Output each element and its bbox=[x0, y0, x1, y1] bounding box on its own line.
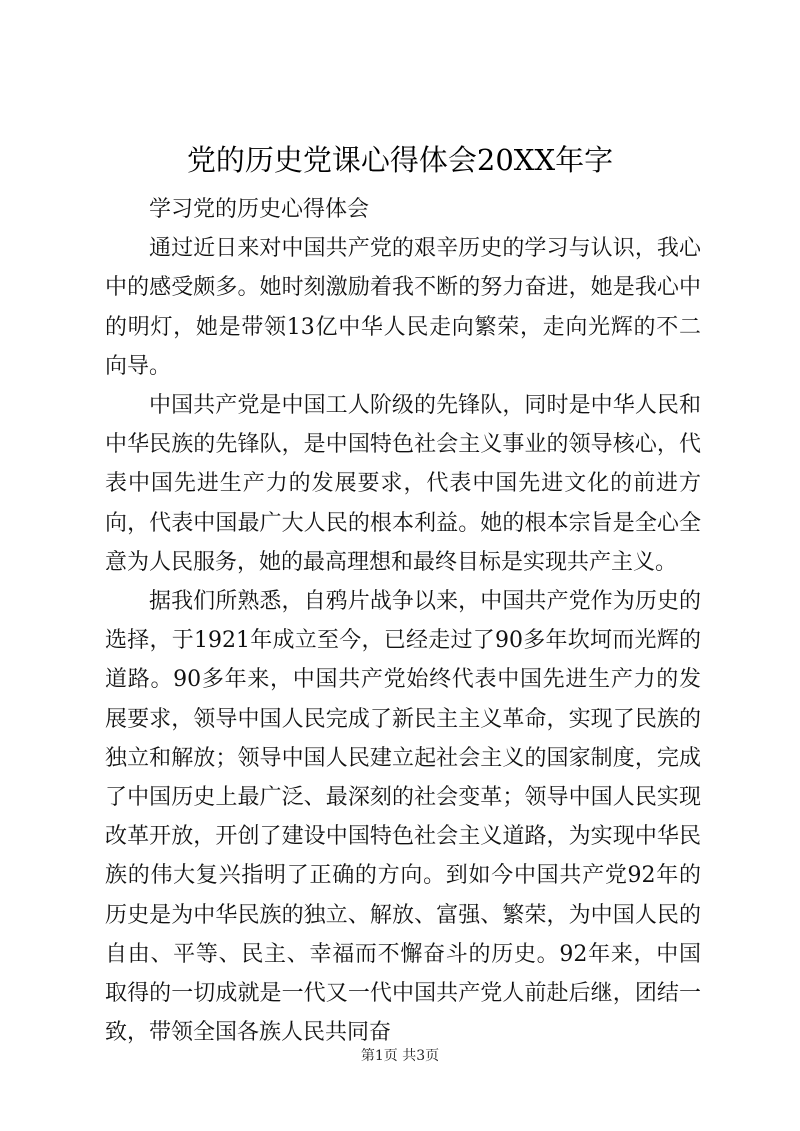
document-title: 党的历史党课心得体会20XX年字 bbox=[186, 143, 614, 177]
page-footer: 第1页 共3页 bbox=[360, 1048, 440, 1064]
paragraph-2: 中国共产党是中国工人阶级的先锋队，同时是中华人民和中华民族的先锋队，是中国特色社会主义事业的领导核心，代表中国先进生产力的发展要求，代表中国先进文化的前进方向，代表中国最广大人民的根本利益。她的根本宗旨是全心全意为人民服务，她的最高理想和最终目标是实现共产主义。 bbox=[105, 393, 701, 575]
paragraph-1: 通过近日来对中国共产党的艰辛历史的学习与认识，我心中的感受颇多。她时刻激励着我不断的努力奋进，她是我心中的明灯，她是带领13亿中华人民走向繁荣，走向光辉的不二向导。 bbox=[105, 236, 701, 379]
paragraph-3: 据我们所熟悉，自鸦片战争以来，中国共产党作为历史的选择，于1921年成立至今，已经走过了90多年坎坷而光辉的道路。90多年来，中国共产党始终代表中国先进生产力的发展要求，领导中国人民完成了新民主主义革命，实现了民族的独立和解放；领导中国人民建立起社会主义的国家制度，完成了中国历史上最广泛、最深刻的社会变革；领导中国人民实现改革开放，开创了建设中国特色社会主义道路，为实现中华民族的伟大复兴指明了正确的方向。到如今中国共产党92年的历史是为中华民族的独立、解放、富强、繁荣，为中国人民的自由、平等、民主、幸福而不懈奋斗的历史。92年来，中国取得的一切成就是一代又一代中国共产党人前赴后继，团结一致，带领全国各族人民共同奋 bbox=[105, 589, 701, 1046]
paragraph-subtitle: 学习党的历史心得体会 bbox=[149, 197, 370, 222]
document-body bbox=[105, 190, 701, 1052]
